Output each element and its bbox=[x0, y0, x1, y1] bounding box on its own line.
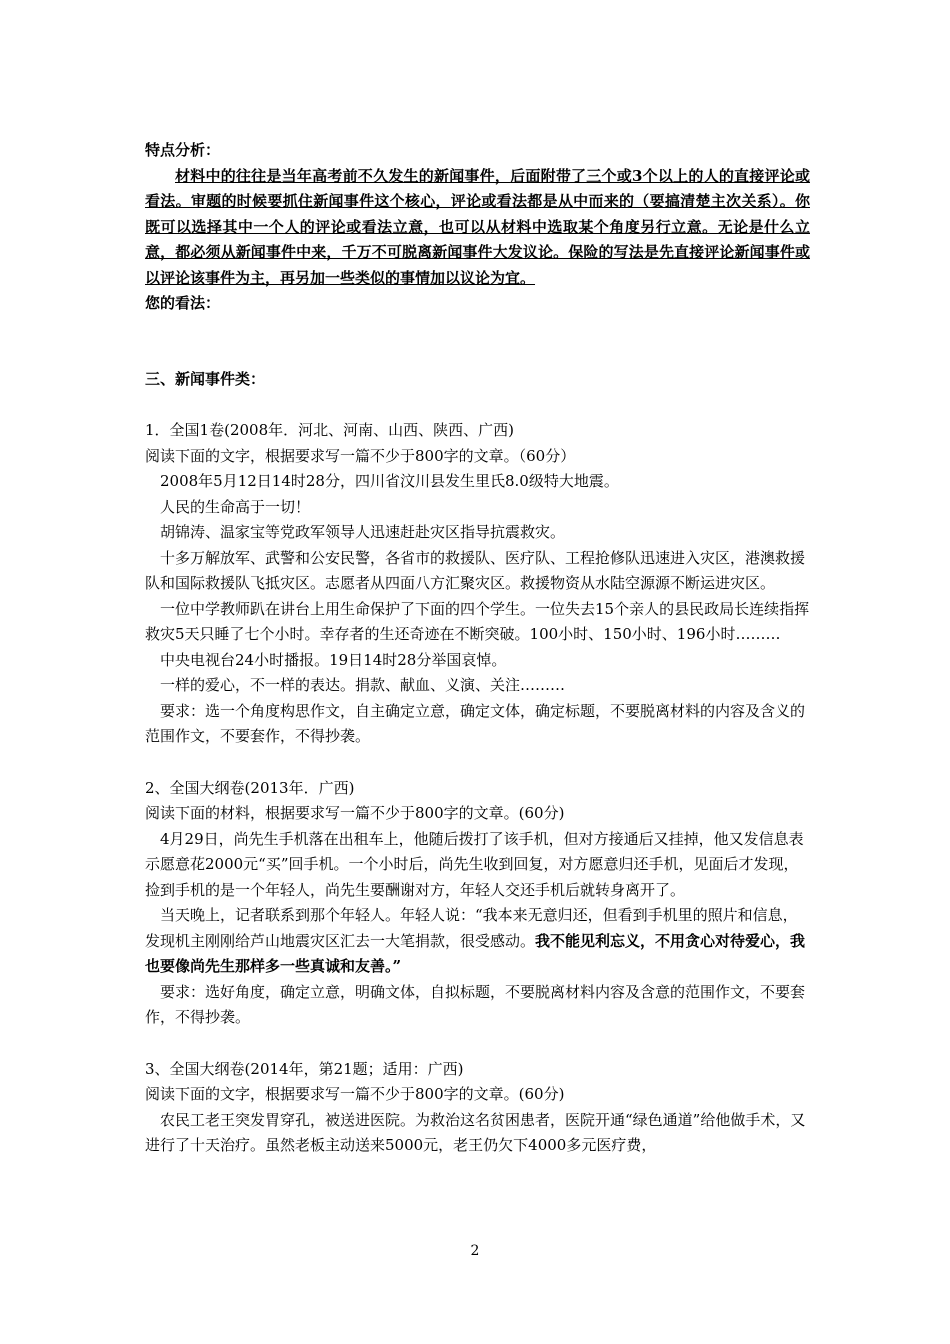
opinion-label: 您的看法： bbox=[145, 294, 221, 312]
spacer bbox=[145, 392, 810, 418]
question-3-paragraph: 农民工老王突发胃穿孔，被送进医院。为救治这名贫困患者，医院开通“绿色通道”给他做手术，又进行了十天治疗。虽然老板主动送来5000元，老王仍欠下4000多元医疗费， bbox=[145, 1110, 806, 1154]
page-number: 2 bbox=[470, 1243, 480, 1259]
quote-normal-text: 当天晚上，记者联系到那个年轻人。年轻人说：“我本来无意归还，但看到手机里的照片和信息，发现机主刚刚给芦山地震灾区汇去一大笔捐款，很受感动。 bbox=[145, 906, 798, 950]
question-2-instruction: 阅读下面的材料，根据要求写一篇不少于800字的文章。(60分) bbox=[145, 804, 565, 822]
spacer bbox=[145, 750, 810, 776]
spacer bbox=[145, 1031, 810, 1057]
analysis-body: 材料中的往往是当年高考前不久发生的新闻事件，后面附带了三个或3个以上的人的直接评论或看法。审题的时候要抓住新闻事件这个核心，评论或看法都是从中而来的（要搞清楚主次关系）。你既可以选择其中一个人的评论或看法立意，也可以从材料中选取某个角度另行立意。无论是什么立意，都必须从新闻事件中来，千万不可脱离新闻事件大发议论。保险的写法是先直接评论新闻事件或以评论该事件为主，再另加一些类似的事情加以议论为宜。 bbox=[145, 166, 810, 287]
question-2-paragraph bbox=[145, 903, 810, 980]
spacer bbox=[145, 317, 810, 367]
question-1-paragraph: 一样的爱心，不一样的表达。捐款、献血、义演、关注……… bbox=[160, 676, 566, 694]
question-1-paragraph: 胡锦涛、温家宝等党政军领导人迅速赶赴灾区指导抗震救灾。 bbox=[160, 523, 566, 541]
question-3 bbox=[145, 1057, 810, 1159]
question-1-paragraph: 人民的生命高于一切！ bbox=[160, 497, 311, 516]
question-1 bbox=[145, 418, 810, 750]
question-1-paragraph: 十多万解放军、武警和公安民警，各省市的救援队、医疗队、工程抢修队迅速进入灾区，港澳救援队和国际救援队飞抵灾区。志愿者从四面八方汇聚灾区。救援物资从水陆空源源不断运进灾区。 bbox=[145, 548, 806, 592]
question-1-paragraph: 2008年5月12日14时28分，四川省汶川县发生里氏8.0级特大地震。 bbox=[160, 472, 619, 490]
question-3-title: 3、全国大纲卷(2014年，第21题；适用：广西) bbox=[145, 1059, 464, 1078]
page-content bbox=[145, 138, 810, 1159]
section-title: 三、新闻事件类： bbox=[145, 369, 266, 388]
question-2-title: 2、全国大纲卷(2013年．广西) bbox=[145, 778, 355, 797]
question-2 bbox=[145, 776, 810, 1031]
question-2-requirement: 要求：选好角度，确定立意，明确文体，自拟标题，不要脱离材料内容及含意的范围作文，不要套作，不得抄袭。 bbox=[145, 982, 806, 1026]
question-1-instruction: 阅读下面的文字，根据要求写一篇不少于800字的文章。（60分） bbox=[145, 446, 576, 465]
question-1-paragraph: 中央电视台24小时播报。19日14时28分举国哀悼。 bbox=[160, 650, 507, 669]
question-1-paragraph: 一位中学教师趴在讲台上用生命保护了下面的四个学生。一位失去15个亲人的县民政局长连续指挥救灾5天只睡了七个小时。幸存者的生还奇迹在不断突破。100小时、150小时、196小时……… bbox=[145, 599, 810, 643]
question-3-instruction: 阅读下面的文字，根据要求写一篇不少于800字的文章。(60分) bbox=[145, 1085, 565, 1103]
question-1-title: 1．全国1卷(2008年．河北、河南、山西、陕西、广西) bbox=[145, 421, 514, 439]
analysis-heading: 特点分析： bbox=[145, 141, 221, 159]
question-1-requirement: 要求：选一个角度构思作文，自主确定立意，确定文体，确定标题，不要脱离材料的内容及含义的范围作文，不要套作，不得抄袭。 bbox=[145, 701, 806, 745]
question-2-paragraph: 4月29日，尚先生手机落在出租车上，他随后拨打了该手机，但对方接通后又挂掉，他又发信息表示愿意花2000元“买”回手机。一个小时后，尚先生收到回复，对方愿意归还手机，见面后才发现，捡到手机的是一个年轻人，尚先生要酬谢对方，年轻人交还手机后就转身离开了。 bbox=[145, 829, 804, 899]
quote-bold-text: 我不能见利忘义，不用贪心对待爱心，我也要像尚先生那样多一些真诚和友善。” bbox=[145, 931, 806, 975]
